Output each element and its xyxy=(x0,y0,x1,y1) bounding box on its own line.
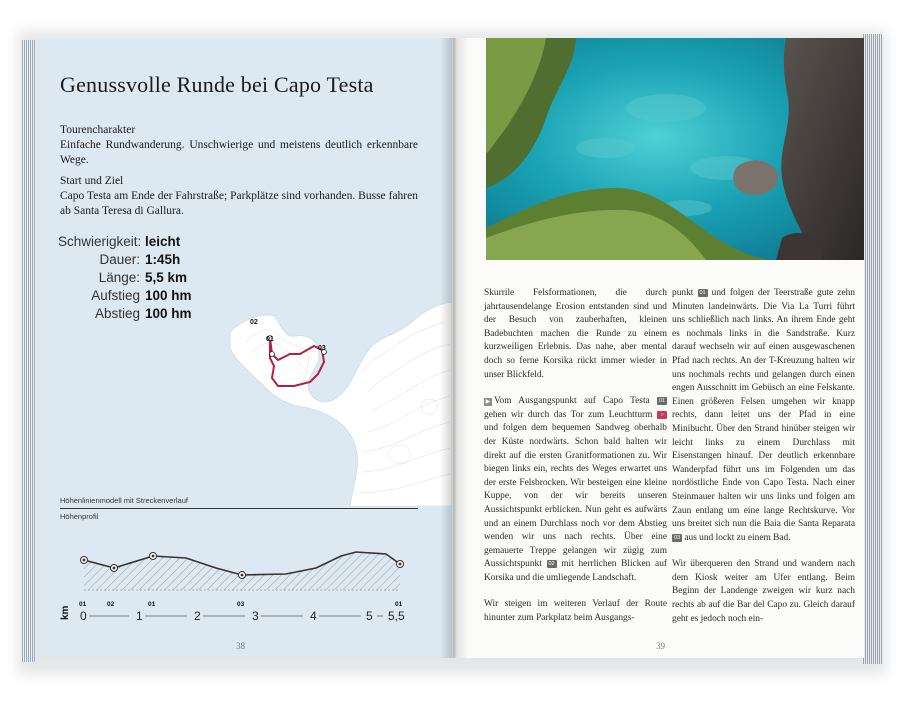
profile-tick: 3 xyxy=(252,609,259,623)
text-span: Vom Ausgangspunkt auf Capo Testa xyxy=(494,396,650,407)
text-span: aus und lockt zu einem Bad. xyxy=(684,532,791,543)
stat-descent xyxy=(58,305,192,323)
text-column-2 xyxy=(672,287,855,639)
profile-waypoint-label: 01 xyxy=(148,601,156,608)
paragraph-2 xyxy=(484,395,667,585)
start-text: Capo Testa am Ende der Fahrstraße; Parkplätze sind vorhanden. Busse fahren ab Santa Teresa di Gallura. xyxy=(60,190,418,217)
map-caption: Höhenlinienmodell mit Streckenverlauf xyxy=(60,496,188,505)
text-span: gehen wir durch das Tor zum Leuchtturm xyxy=(484,409,653,420)
text-span: und folgen der Teerstraße gute zehn Minuten landeinwärts. Die Via La Turri führt uns schließlich nach links. An ihrem Ende geht es nochmals links in die Sandstraße. Kurz darauf wechseln wir auf einen ausgewaschenen Pfad nach rechts. An der T-Kreuzung halten wir uns nochmals rechts und gelangen durch einen engen Ausschnitt im Gebüsch an eine Felskante. Einen größeren Felsen umgehen wir knapp rechts, dann leitet uns der Pfad in eine Minibucht. Über den Strand hinüber steigen wir leicht links zu einem Durchlass mit Eisenstangen hinauf. Der deutlich erkennbare Wanderpfad führt uns im Folgenden um das nordöstliche Ende von Capo Testa. Nach einer Steinmauer halten wir uns links und folgen am Zaun entlang um eine lange Rechtskurve. Vor uns breitet sich nun die Baia die Santa Reparata xyxy=(672,288,855,530)
land-mass xyxy=(230,302,452,506)
stat-value: 100 hm xyxy=(145,288,192,303)
stat-value: leicht xyxy=(145,234,181,249)
text-column-1 xyxy=(484,287,667,639)
map-label-03: 03 xyxy=(318,345,326,352)
waypoint-01-icon: 01 xyxy=(699,290,706,296)
page-number-right: 39 xyxy=(656,641,665,651)
waypoint-03-icon: 03 xyxy=(673,534,681,541)
topographic-map xyxy=(222,282,452,506)
elevation-profile xyxy=(56,520,418,630)
stat-key: Dauer: xyxy=(99,252,140,267)
stat-duration xyxy=(58,251,192,269)
text-span: und folgen dem bequemen Sandweg oberhalb der Küste nordwärts. Schon bald halten wir direkt auf die ersten Granitformationen zu. Wir biegen links ein, rechts des Weges erwartet uns der erste Felsbrocken. Wir besteigen eine kleine Kuppe, von der wir bereits unseren Aussichtspunkt erblicken. Nun geht es aufwärts und an einem Durchlass noch vor dem Abstieg wenden wir uns nach rechts. Über eine gemauerte Treppe gelangen wir zügig zum Aussichtspunkt xyxy=(484,423,667,570)
waypoint-01-icon: 01 xyxy=(658,398,666,405)
arrow-bullet-icon: ▶ xyxy=(485,399,491,406)
map-label-02: 02 xyxy=(250,319,258,326)
coast-photo xyxy=(486,38,864,260)
profile-unit: km xyxy=(60,605,71,620)
paragraph-3: Wir steigen im weiteren Verlauf der Route hinunter zum Parkplatz beim Ausgangs- xyxy=(484,599,667,624)
lighthouse-icon: ○ xyxy=(657,411,667,419)
tour-stats xyxy=(58,233,192,323)
tour-title: Genussvolle Runde bei Capo Testa xyxy=(60,72,374,97)
stat-ascent xyxy=(58,287,192,305)
paragraph-4 xyxy=(672,287,855,545)
map-point-01 xyxy=(270,352,275,357)
stat-key: Aufstieg xyxy=(91,288,140,303)
stat-value: 5,5 km xyxy=(145,270,188,285)
tour-character-label: Tourencharakter xyxy=(60,124,136,136)
page-number-left: 38 xyxy=(236,641,245,651)
book-spine xyxy=(440,38,468,658)
page-edges-right xyxy=(862,34,882,664)
stat-length xyxy=(58,269,192,287)
waypoint-02-icon: 02 xyxy=(548,561,555,568)
stat-key: Schwierigkeit: xyxy=(58,234,142,249)
stat-key: Länge: xyxy=(98,270,140,285)
profile-waypoint-label: 02 xyxy=(107,601,115,608)
profile-caption: Höhenprofil xyxy=(60,512,99,521)
map-label-01: 01 xyxy=(266,336,274,343)
stat-value: 100 hm xyxy=(145,306,192,321)
profile-tick: 5,5 xyxy=(388,609,405,623)
caption-rule xyxy=(60,508,418,509)
text-span: mit herrlichen Blicken auf Korsika und die umliegende Landschaft. xyxy=(484,559,668,583)
text-span: punkt xyxy=(672,288,694,298)
profile-waypoint-label: 01 xyxy=(79,601,87,608)
profile-waypoint-label: 03 xyxy=(237,601,245,608)
paragraph-1: Skurrile Felsformationen, die durch jahrtausendelange Erosion entstanden sind und der Besuch von zauberhaften, kleinen Badebuchten machen die Runde zu einem kurzweiligen Erlebnis. Das nahe, aber mental doch so ferne Korsika rückt immer wieder in unser Blickfeld. xyxy=(484,288,667,380)
profile-tick: 4 xyxy=(310,609,317,623)
profile-waypoint-label: 01 xyxy=(395,601,403,608)
stat-difficulty xyxy=(58,233,192,251)
stat-value: 1:45h xyxy=(145,252,181,267)
profile-tick: 1 xyxy=(136,609,143,623)
page-edges-left xyxy=(22,40,36,662)
start-label: Start und Ziel xyxy=(60,175,124,187)
tour-character-text: Einfache Rundwanderung. Unschwierige und meistens deutlich erkennbare Wege. xyxy=(60,139,418,166)
profile-tick: 0 xyxy=(80,609,87,623)
stat-key: Abstieg xyxy=(94,306,140,321)
profile-tick: 5 xyxy=(366,609,373,623)
profile-tick: 2 xyxy=(194,609,201,623)
paragraph-5: Wir überqueren den Strand und wandern nach dem Kiosk weiter am Ufer entlang. Beim Beginn der Landenge zweigen wir kurz nach rechts ab auf die Bar del Capo zu. Gleich darauf geht es jedoch noch ein- xyxy=(672,559,855,624)
